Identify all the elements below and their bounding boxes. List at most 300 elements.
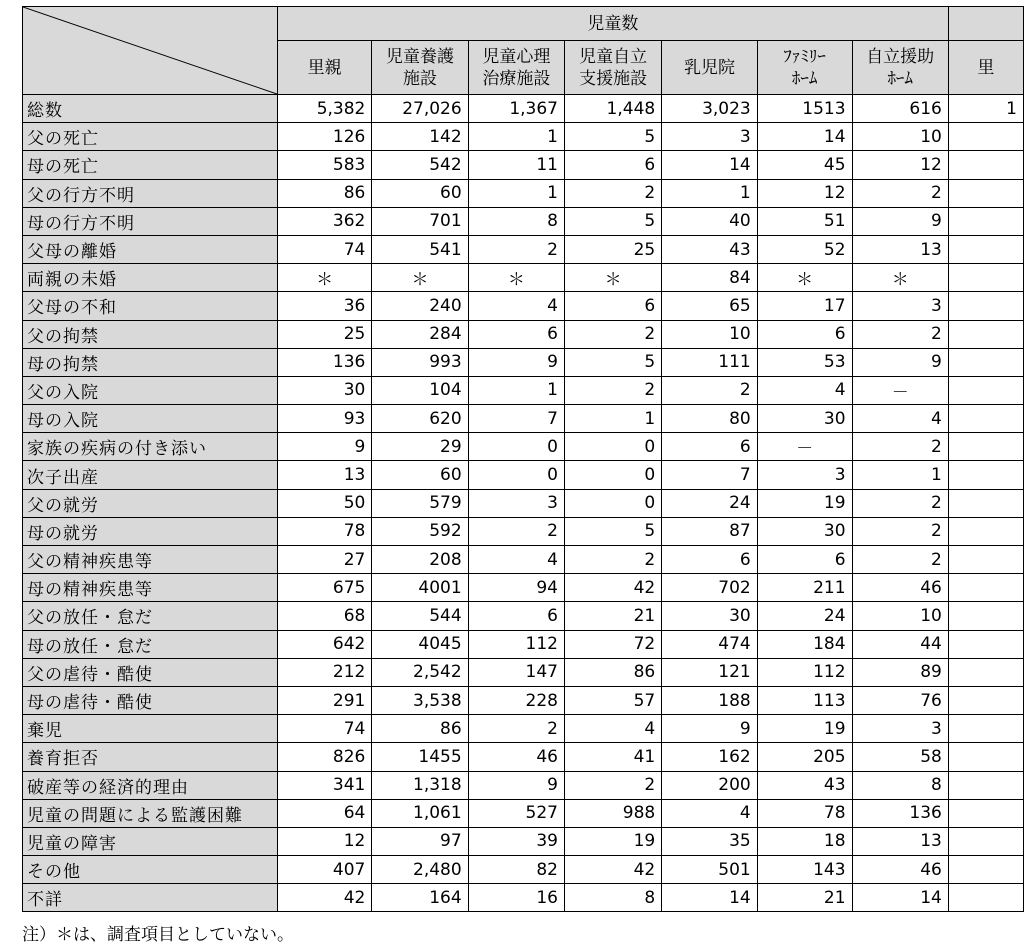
row-label: 母の拘禁 (23, 348, 278, 376)
row-label: 父の死亡 (23, 123, 278, 151)
table-cell: 42 (564, 856, 661, 884)
table-cell: 2 (852, 320, 948, 348)
table-cell: 208 (372, 546, 468, 574)
table-cell: 9 (662, 715, 758, 743)
footnote: 注）＊は、調査項目としていない。 (22, 925, 294, 945)
table-cell (948, 771, 1023, 799)
table-cell: 2,480 (372, 856, 468, 884)
table-cell: 407 (277, 856, 371, 884)
table-cell: 362 (277, 207, 371, 235)
row-label: 父の就労 (23, 489, 278, 517)
table-cell: 13 (277, 461, 371, 489)
table-cell: 0 (564, 489, 661, 517)
table-cell: 11 (468, 151, 564, 179)
table-cell: 35 (662, 827, 758, 855)
table-cell: － (757, 433, 852, 461)
table-cell: 86 (372, 715, 468, 743)
table-cell: 212 (277, 658, 371, 686)
table-cell: 1,448 (564, 95, 661, 123)
table-cell: 10 (852, 602, 948, 630)
table-cell: 620 (372, 405, 468, 433)
table-cell: 341 (277, 771, 371, 799)
table-row (23, 489, 1024, 517)
table-row (23, 123, 1024, 151)
table-cell: 583 (277, 151, 371, 179)
table-cell: ＊ (277, 264, 371, 292)
table-cell (948, 123, 1023, 151)
table-cell: 188 (662, 686, 758, 714)
table-cell (948, 517, 1023, 545)
table-cell (948, 602, 1023, 630)
table-cell: 4 (852, 405, 948, 433)
table-cell: 3 (757, 461, 852, 489)
table-cell: 6 (757, 320, 852, 348)
table-cell: 5,382 (277, 95, 371, 123)
table-cell: 1 (468, 123, 564, 151)
row-label: 不詳 (23, 884, 278, 912)
table-cell: 2 (852, 489, 948, 517)
table-cell: 1,061 (372, 799, 468, 827)
table-cell (948, 264, 1023, 292)
table-cell (948, 884, 1023, 912)
row-label: 養育拒否 (23, 743, 278, 771)
table-cell: 579 (372, 489, 468, 517)
table-cell: 36 (277, 292, 371, 320)
table-cell: 19 (757, 489, 852, 517)
table-cell: ＊ (468, 264, 564, 292)
table-cell: 43 (757, 771, 852, 799)
table-cell: 78 (277, 517, 371, 545)
table-cell: 7 (468, 405, 564, 433)
table-cell: 6 (662, 546, 758, 574)
table-cell: ＊ (757, 264, 852, 292)
row-label: 父の行方不明 (23, 179, 278, 207)
table-cell: 112 (468, 630, 564, 658)
table-cell (948, 461, 1023, 489)
table-cell (948, 489, 1023, 517)
table-cell: 702 (662, 574, 758, 602)
table-cell: 5 (564, 348, 661, 376)
table-cell: 30 (757, 517, 852, 545)
table-cell: 10 (852, 123, 948, 151)
table-cell: 113 (757, 686, 852, 714)
table-cell (948, 235, 1023, 263)
table-cell: 1 (564, 405, 661, 433)
table-row (23, 151, 1024, 179)
table-cell: 57 (564, 686, 661, 714)
table-cell: 97 (372, 827, 468, 855)
table-cell: 78 (757, 799, 852, 827)
table-cell: 50 (277, 489, 371, 517)
table-cell: 3 (852, 292, 948, 320)
table-cell: 46 (468, 743, 564, 771)
column-header: 里親 (277, 41, 371, 95)
table-cell: 19 (564, 827, 661, 855)
table-cell: 25 (277, 320, 371, 348)
table-cell: 93 (277, 405, 371, 433)
table-cell: 13 (852, 235, 948, 263)
table-cell: 86 (277, 179, 371, 207)
table-cell: 44 (852, 630, 948, 658)
table-cell: 642 (277, 630, 371, 658)
table-cell (948, 320, 1023, 348)
statistics-table (22, 6, 1024, 912)
table-cell: 592 (372, 517, 468, 545)
table-cell: 2,542 (372, 658, 468, 686)
table-cell: 8 (852, 771, 948, 799)
table-cell: 0 (564, 433, 661, 461)
table-cell (948, 179, 1023, 207)
row-label: その他 (23, 856, 278, 884)
table-cell (948, 405, 1023, 433)
table-cell: 3,023 (662, 95, 758, 123)
table-cell (948, 715, 1023, 743)
table-cell: 3,538 (372, 686, 468, 714)
table-cell: 6 (662, 433, 758, 461)
table-cell: 2 (468, 715, 564, 743)
table-cell: 52 (757, 235, 852, 263)
table-cell: 211 (757, 574, 852, 602)
table-cell: 240 (372, 292, 468, 320)
table-cell: 25 (564, 235, 661, 263)
table-cell (948, 546, 1023, 574)
table-cell: 5 (564, 123, 661, 151)
table-cell: 200 (662, 771, 758, 799)
table-cell: 1513 (757, 95, 852, 123)
table-row (23, 546, 1024, 574)
table-cell: 1,367 (468, 95, 564, 123)
table-cell: 2 (662, 376, 758, 404)
table-cell (948, 292, 1023, 320)
table-cell: 58 (852, 743, 948, 771)
row-label: 父の精神疾患等 (23, 546, 278, 574)
table-cell: 74 (277, 235, 371, 263)
table-row (23, 630, 1024, 658)
table-row (23, 292, 1024, 320)
table-cell: 184 (757, 630, 852, 658)
table-cell: 2 (852, 433, 948, 461)
table-cell: 544 (372, 602, 468, 630)
table-cell: 2 (564, 179, 661, 207)
table-cell: 143 (757, 856, 852, 884)
table-cell: 0 (564, 461, 661, 489)
table-cell: 1,318 (372, 771, 468, 799)
table-cell: 9 (468, 771, 564, 799)
table-row (23, 799, 1024, 827)
table-cell: 1 (468, 376, 564, 404)
table-cell: 84 (662, 264, 758, 292)
table-cell: 87 (662, 517, 758, 545)
table-cell: 30 (277, 376, 371, 404)
table-cell: 527 (468, 799, 564, 827)
table-cell: 21 (757, 884, 852, 912)
table-row (23, 884, 1024, 912)
table-cell (948, 151, 1023, 179)
table-cell: 136 (852, 799, 948, 827)
column-header: ﾌｧﾐﾘｰ ﾎｰﾑ (757, 41, 852, 95)
table-cell: 16 (468, 884, 564, 912)
table-cell: 14 (852, 884, 948, 912)
table-cell: 162 (662, 743, 758, 771)
table-cell: 112 (757, 658, 852, 686)
table-cell: 826 (277, 743, 371, 771)
table-row (23, 264, 1024, 292)
table-cell: 136 (277, 348, 371, 376)
table-cell (948, 630, 1023, 658)
table-cell: 1 (468, 179, 564, 207)
table-cell: 51 (757, 207, 852, 235)
table-row (23, 348, 1024, 376)
table-cell: 126 (277, 123, 371, 151)
row-label: 母の死亡 (23, 151, 278, 179)
table-cell: 6 (468, 320, 564, 348)
table-cell: 30 (757, 405, 852, 433)
table-cell: 9 (852, 207, 948, 235)
table-row (23, 235, 1024, 263)
table-cell: 3 (662, 123, 758, 151)
row-label: 両親の未婚 (23, 264, 278, 292)
table-row (23, 658, 1024, 686)
table-row (23, 856, 1024, 884)
table-row (23, 827, 1024, 855)
table-cell (948, 743, 1023, 771)
table-row (23, 602, 1024, 630)
table-cell: 1 (662, 179, 758, 207)
table-cell: 68 (277, 602, 371, 630)
table-cell: 4 (564, 715, 661, 743)
table-cell: 2 (468, 517, 564, 545)
row-label: 父の虐待・酷使 (23, 658, 278, 686)
table-cell: 6 (564, 292, 661, 320)
table-cell (948, 348, 1023, 376)
table-cell: 12 (757, 179, 852, 207)
table-cell: 14 (757, 123, 852, 151)
table-cell: 12 (277, 827, 371, 855)
table-cell: 2 (564, 376, 661, 404)
table-cell: 501 (662, 856, 758, 884)
table-row (23, 320, 1024, 348)
table-cell: 19 (757, 715, 852, 743)
row-label: 破産等の経済的理由 (23, 771, 278, 799)
row-label: 母の行方不明 (23, 207, 278, 235)
group-header-partial (948, 7, 1023, 41)
table-cell: 675 (277, 574, 371, 602)
row-label: 父母の不和 (23, 292, 278, 320)
table-cell: 1 (948, 95, 1023, 123)
table-cell: 7 (662, 461, 758, 489)
table-cell: 9 (468, 348, 564, 376)
table-cell: 30 (662, 602, 758, 630)
table-cell (948, 574, 1023, 602)
table-cell: 164 (372, 884, 468, 912)
table-cell: 82 (468, 856, 564, 884)
table-cell: 2 (852, 179, 948, 207)
table-cell: 2 (468, 235, 564, 263)
table-cell: 42 (564, 574, 661, 602)
table-row (23, 179, 1024, 207)
column-header: 里 (948, 41, 1023, 95)
column-header: 乳児院 (662, 41, 758, 95)
table-cell: 4 (757, 376, 852, 404)
table-row (23, 433, 1024, 461)
table-row (23, 743, 1024, 771)
table-cell: 6 (468, 602, 564, 630)
table-cell: 8 (468, 207, 564, 235)
diagonal-line (23, 7, 277, 94)
table-cell: 42 (277, 884, 371, 912)
column-header: 児童自立 支援施設 (564, 41, 661, 95)
table-cell (948, 207, 1023, 235)
table-row (23, 207, 1024, 235)
table-cell (948, 376, 1023, 404)
row-label: 家族の疾病の付き添い (23, 433, 278, 461)
column-header: 児童養護 施設 (372, 41, 468, 95)
table-cell: 142 (372, 123, 468, 151)
table-cell: 1455 (372, 743, 468, 771)
table-cell: 2 (564, 320, 661, 348)
table-cell: 17 (757, 292, 852, 320)
table-cell: 6 (757, 546, 852, 574)
table-cell: 8 (564, 884, 661, 912)
table-cell: 616 (852, 95, 948, 123)
column-header: 児童心理 治療施設 (468, 41, 564, 95)
row-label: 父の放任・怠だ (23, 602, 278, 630)
table-cell: 76 (852, 686, 948, 714)
table-cell: 94 (468, 574, 564, 602)
table-row (23, 461, 1024, 489)
table-cell: 74 (277, 715, 371, 743)
table-cell: 4045 (372, 630, 468, 658)
row-label: 父母の離婚 (23, 235, 278, 263)
table-cell: ＊ (852, 264, 948, 292)
table-cell (948, 856, 1023, 884)
table-cell (948, 686, 1023, 714)
table-cell: 18 (757, 827, 852, 855)
table-cell: 205 (757, 743, 852, 771)
table-cell: 60 (372, 179, 468, 207)
table-cell: 45 (757, 151, 852, 179)
table-cell: 542 (372, 151, 468, 179)
table-cell (948, 658, 1023, 686)
table-cell (948, 799, 1023, 827)
table-cell: 43 (662, 235, 758, 263)
table-cell: 29 (372, 433, 468, 461)
table-cell: 9 (852, 348, 948, 376)
row-label: 総数 (23, 95, 278, 123)
table-cell: 111 (662, 348, 758, 376)
table-cell: 4 (468, 546, 564, 574)
table-cell: 1 (852, 461, 948, 489)
table-cell: 2 (852, 546, 948, 574)
row-label: 母の就労 (23, 517, 278, 545)
table-cell: 39 (468, 827, 564, 855)
table-cell: 291 (277, 686, 371, 714)
table-cell: 14 (662, 884, 758, 912)
row-label: 母の虐待・酷使 (23, 686, 278, 714)
table-cell: 6 (564, 151, 661, 179)
row-label: 父の入院 (23, 376, 278, 404)
table-cell: 993 (372, 348, 468, 376)
group-header: 児童数 (277, 7, 948, 41)
table-cell: 9 (277, 433, 371, 461)
table-cell: － (852, 376, 948, 404)
table-cell: 228 (468, 686, 564, 714)
table-cell: 46 (852, 574, 948, 602)
table-row (23, 517, 1024, 545)
table-cell (948, 433, 1023, 461)
table-cell: 104 (372, 376, 468, 404)
row-label: 児童の問題による監護困難 (23, 799, 278, 827)
table-cell: 89 (852, 658, 948, 686)
table-cell: 13 (852, 827, 948, 855)
table-cell: 0 (468, 433, 564, 461)
table-cell: 0 (468, 461, 564, 489)
table-cell: 86 (564, 658, 661, 686)
row-label: 児童の障害 (23, 827, 278, 855)
row-label: 父の拘禁 (23, 320, 278, 348)
row-label: 次子出産 (23, 461, 278, 489)
table-cell: 5 (564, 207, 661, 235)
table-cell: 121 (662, 658, 758, 686)
table-row (23, 95, 1024, 123)
table-cell: 541 (372, 235, 468, 263)
table-cell: 24 (757, 602, 852, 630)
corner-header-cell (23, 7, 278, 95)
table-cell: 2 (852, 517, 948, 545)
row-label: 棄児 (23, 715, 278, 743)
table-cell: 41 (564, 743, 661, 771)
table-cell: 64 (277, 799, 371, 827)
table-cell: 27 (277, 546, 371, 574)
table-cell: 4 (468, 292, 564, 320)
row-label: 母の精神疾患等 (23, 574, 278, 602)
table-cell: 80 (662, 405, 758, 433)
table-row (23, 574, 1024, 602)
table-row (23, 715, 1024, 743)
table-cell: 474 (662, 630, 758, 658)
table-cell: 3 (852, 715, 948, 743)
table-row (23, 771, 1024, 799)
table-cell: 4 (662, 799, 758, 827)
row-label: 母の入院 (23, 405, 278, 433)
table-cell: 5 (564, 517, 661, 545)
table-cell: 988 (564, 799, 661, 827)
table-cell: 27,026 (372, 95, 468, 123)
table-row (23, 405, 1024, 433)
table-cell: 72 (564, 630, 661, 658)
table-cell: 53 (757, 348, 852, 376)
table-cell: 3 (468, 489, 564, 517)
table-cell: 40 (662, 207, 758, 235)
table-row (23, 686, 1024, 714)
table-cell: 147 (468, 658, 564, 686)
table-cell: 701 (372, 207, 468, 235)
table-cell: 14 (662, 151, 758, 179)
row-label: 母の放任・怠だ (23, 630, 278, 658)
table-cell: 46 (852, 856, 948, 884)
table-row (23, 376, 1024, 404)
table-cell: 2 (564, 771, 661, 799)
table-cell: 24 (662, 489, 758, 517)
table-cell: 12 (852, 151, 948, 179)
table-cell: 10 (662, 320, 758, 348)
table-cell: 4001 (372, 574, 468, 602)
table-cell: ＊ (564, 264, 661, 292)
table-cell: 21 (564, 602, 661, 630)
table-cell: ＊ (372, 264, 468, 292)
table-cell: 2 (564, 546, 661, 574)
table-cell (948, 827, 1023, 855)
